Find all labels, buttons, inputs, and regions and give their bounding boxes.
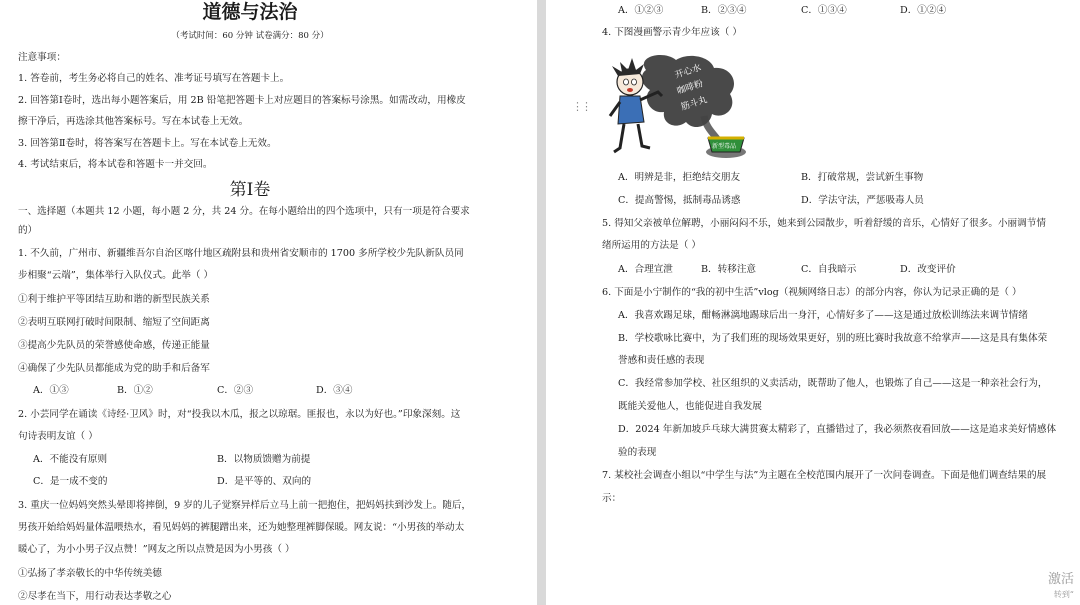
note-2-cont: 擦干净后，再选涂其他答案标号。写在本试卷上无效。	[18, 116, 249, 127]
q4-stem: 4. 下图漫画警示青少年应该（ ）	[602, 27, 742, 38]
q5-option-b: B．转移注意	[701, 264, 757, 275]
q5-option-a: A．合理宣泄	[618, 264, 673, 275]
q1-stem: 1. 不久前，广州市、新疆维吾尔自治区喀什地区疏附县和贵州省安顺市的 1700 多所学校少先队新队员同	[18, 248, 464, 259]
q6-option-c: C．我经常参加学校、社区组织的义卖活动，既帮助了他人，也锻炼了自己——这是一种亲社会行为，	[618, 378, 1048, 389]
q6-option-b-cont: 誉感和责任感的表现	[618, 355, 705, 366]
q4-option-b: B．打破常规，尝试新生事物	[801, 172, 924, 183]
q1-statement-1: ①利于维护平等团结互助和谐的新型民族关系	[18, 294, 210, 305]
q3-stem-cont-2: 暖心了，为小小男子汉点赞！”网友之所以点赞是因为小男孩（ ）	[18, 544, 295, 555]
q5-stem-cont: 绪所运用的方法是（ ）	[602, 240, 701, 251]
q6-option-d: D．2024 年新加坡乒乓球大满贯赛太精彩了，直播错过了，我必须熬夜看回放——这是追求美好情感体	[618, 424, 1057, 435]
q7-stem-cont: 示：	[602, 493, 622, 504]
q1-option-c: C．②③	[217, 385, 254, 396]
q2-stem: 2. 小芸同学在诵读《诗经·卫风》时，对“投我以木瓜，报之以琼琚。匪报也，永以为好也。”印象深刻。这	[18, 409, 461, 420]
q1-stem-cont: 步相聚“云端”，集体举行入队仪式。此举（ ）	[18, 270, 214, 281]
q3-option-a: A．①②③	[618, 5, 664, 16]
drag-handle-icon[interactable]: ⋮⋮	[572, 100, 590, 113]
q4-cartoon-image	[606, 52, 752, 162]
cartoon-label-3: 筋斗丸	[679, 94, 709, 113]
left-page	[0, 0, 537, 605]
q3-stem: 3. 重庆一位妈妈突然头晕即将摔倒，9 岁的儿子觉察异样后立马上前一把抱住，把妈妈扶到沙发上。随后，	[18, 500, 472, 511]
q4-option-d: D．学法守法，严惩吸毒人员	[801, 195, 924, 206]
q1-option-d: D．③④	[316, 385, 353, 396]
note-1: 1. 答卷前，考生务必将自己的姓名、准考证号填写在答题卡上。	[18, 73, 290, 84]
q3-statement-2: ②尽孝在当下，用行动表达孝敬之心	[18, 591, 172, 602]
section-title: 第Ⅰ卷	[229, 180, 271, 200]
q2-option-c: C．是一成不变的	[33, 476, 108, 487]
q2-option-b: B．以物质馈赠为前提	[217, 454, 311, 465]
q5-stem: 5. 得知父亲被单位解聘，小丽闷闷不乐，她来到公园散步，听着舒缓的音乐，心情好了很多。小丽调节情	[602, 218, 1046, 229]
q4-option-c: C．提高警惕，抵制毒品诱惑	[618, 195, 741, 206]
q6-option-c-cont: 既能关爱他人，也能促进自我发展	[618, 401, 762, 412]
q6-stem: 6. 下面是小宁制作的“我的初中生活”vlog（视频网络日志）的部分内容，你认为记录正确的是（ ）	[602, 287, 1022, 298]
cartoon-label-1: 开心水	[673, 62, 703, 81]
note-2: 2. 回答第Ⅰ卷时，选出每小题答案后，用 2B 铅笔把答题卡上对应题目的答案标号涂黑。如需改动，用橡皮	[18, 95, 466, 106]
q1-option-b: B．①②	[117, 385, 153, 396]
pot-label: 新型毒品	[712, 143, 737, 150]
notes-heading: 注意事项：	[18, 52, 66, 63]
q5-option-c: C．自我暗示	[801, 264, 857, 275]
q3-statement-1: ①弘扬了孝亲敬长的中华传统美德	[18, 568, 162, 579]
q3-stem-cont: 男孩开始给妈妈量体温喂热水，看见妈妈的裤腿蹭出来，还为她整理裤脚保暖。网友说：“小男孩的举动太	[18, 522, 465, 533]
q3-option-c: C．①③④	[801, 5, 847, 16]
cartoon-label-2: 咖啡粉	[675, 78, 705, 97]
q5-option-d: D．改变评价	[900, 264, 956, 275]
q7-stem: 7. 某校社会调查小组以“中学生与法”为主题在全校范围内展开了一次问卷调查。下面是他们调查结果的展	[602, 470, 1047, 481]
exam-title: 道德与法治	[202, 1, 298, 23]
exam-info: （考试时间：60 分钟 试卷满分：80 分）	[171, 31, 329, 41]
q3-option-b: B．②③④	[701, 5, 747, 16]
q2-stem-cont: 句诗表明友谊（ ）	[18, 431, 98, 442]
q2-option-d: D．是平等的、双向的	[217, 476, 312, 487]
section-instructions: 一、选择题（本题共 12 小题，每小题 2 分，共 24 分。在每小题给出的四个选项中，只有一项是符合要求	[18, 206, 470, 217]
note-4: 4. 考试结束后，将本试卷和答题卡一并交回。	[18, 159, 213, 170]
q6-option-d-cont: 验的表现	[618, 447, 657, 458]
page-gutter	[537, 0, 546, 605]
q3-option-d: D．①②④	[900, 5, 947, 16]
q2-option-a: A．不能没有原则	[33, 454, 108, 465]
watermark-line-1: 激活	[1047, 572, 1074, 587]
section-instructions-cont: 的）	[18, 225, 38, 236]
q4-option-a: A．明辨是非，拒绝结交朋友	[618, 172, 741, 183]
q1-statement-3: ③提高少先队员的荣誉感使命感，传递正能量	[18, 340, 210, 351]
q1-statement-4: ④确保了少先队员都能成为党的助手和后备军	[18, 363, 210, 374]
activation-watermark	[1020, 565, 1080, 605]
q6-option-a: A．我喜欢踢足球，酣畅淋漓地踢球后出一身汗，心情好多了——这是通过放松训练法来调节情绪	[618, 310, 1028, 321]
watermark-line-2: 转到“	[1053, 590, 1074, 599]
note-3: 3. 回答第Ⅱ卷时，将答案写在答题卡上。写在本试卷上无效。	[18, 138, 277, 149]
q1-option-a: A．①③	[33, 385, 69, 396]
q1-statement-2: ②表明互联网打破时间限制、缩短了空间距离	[18, 317, 210, 328]
q6-option-b: B．学校歌咏比赛中，为了我们班的现场效果更好，别的班比赛时我故意不给掌声——这是具有集体荣	[618, 333, 1048, 344]
